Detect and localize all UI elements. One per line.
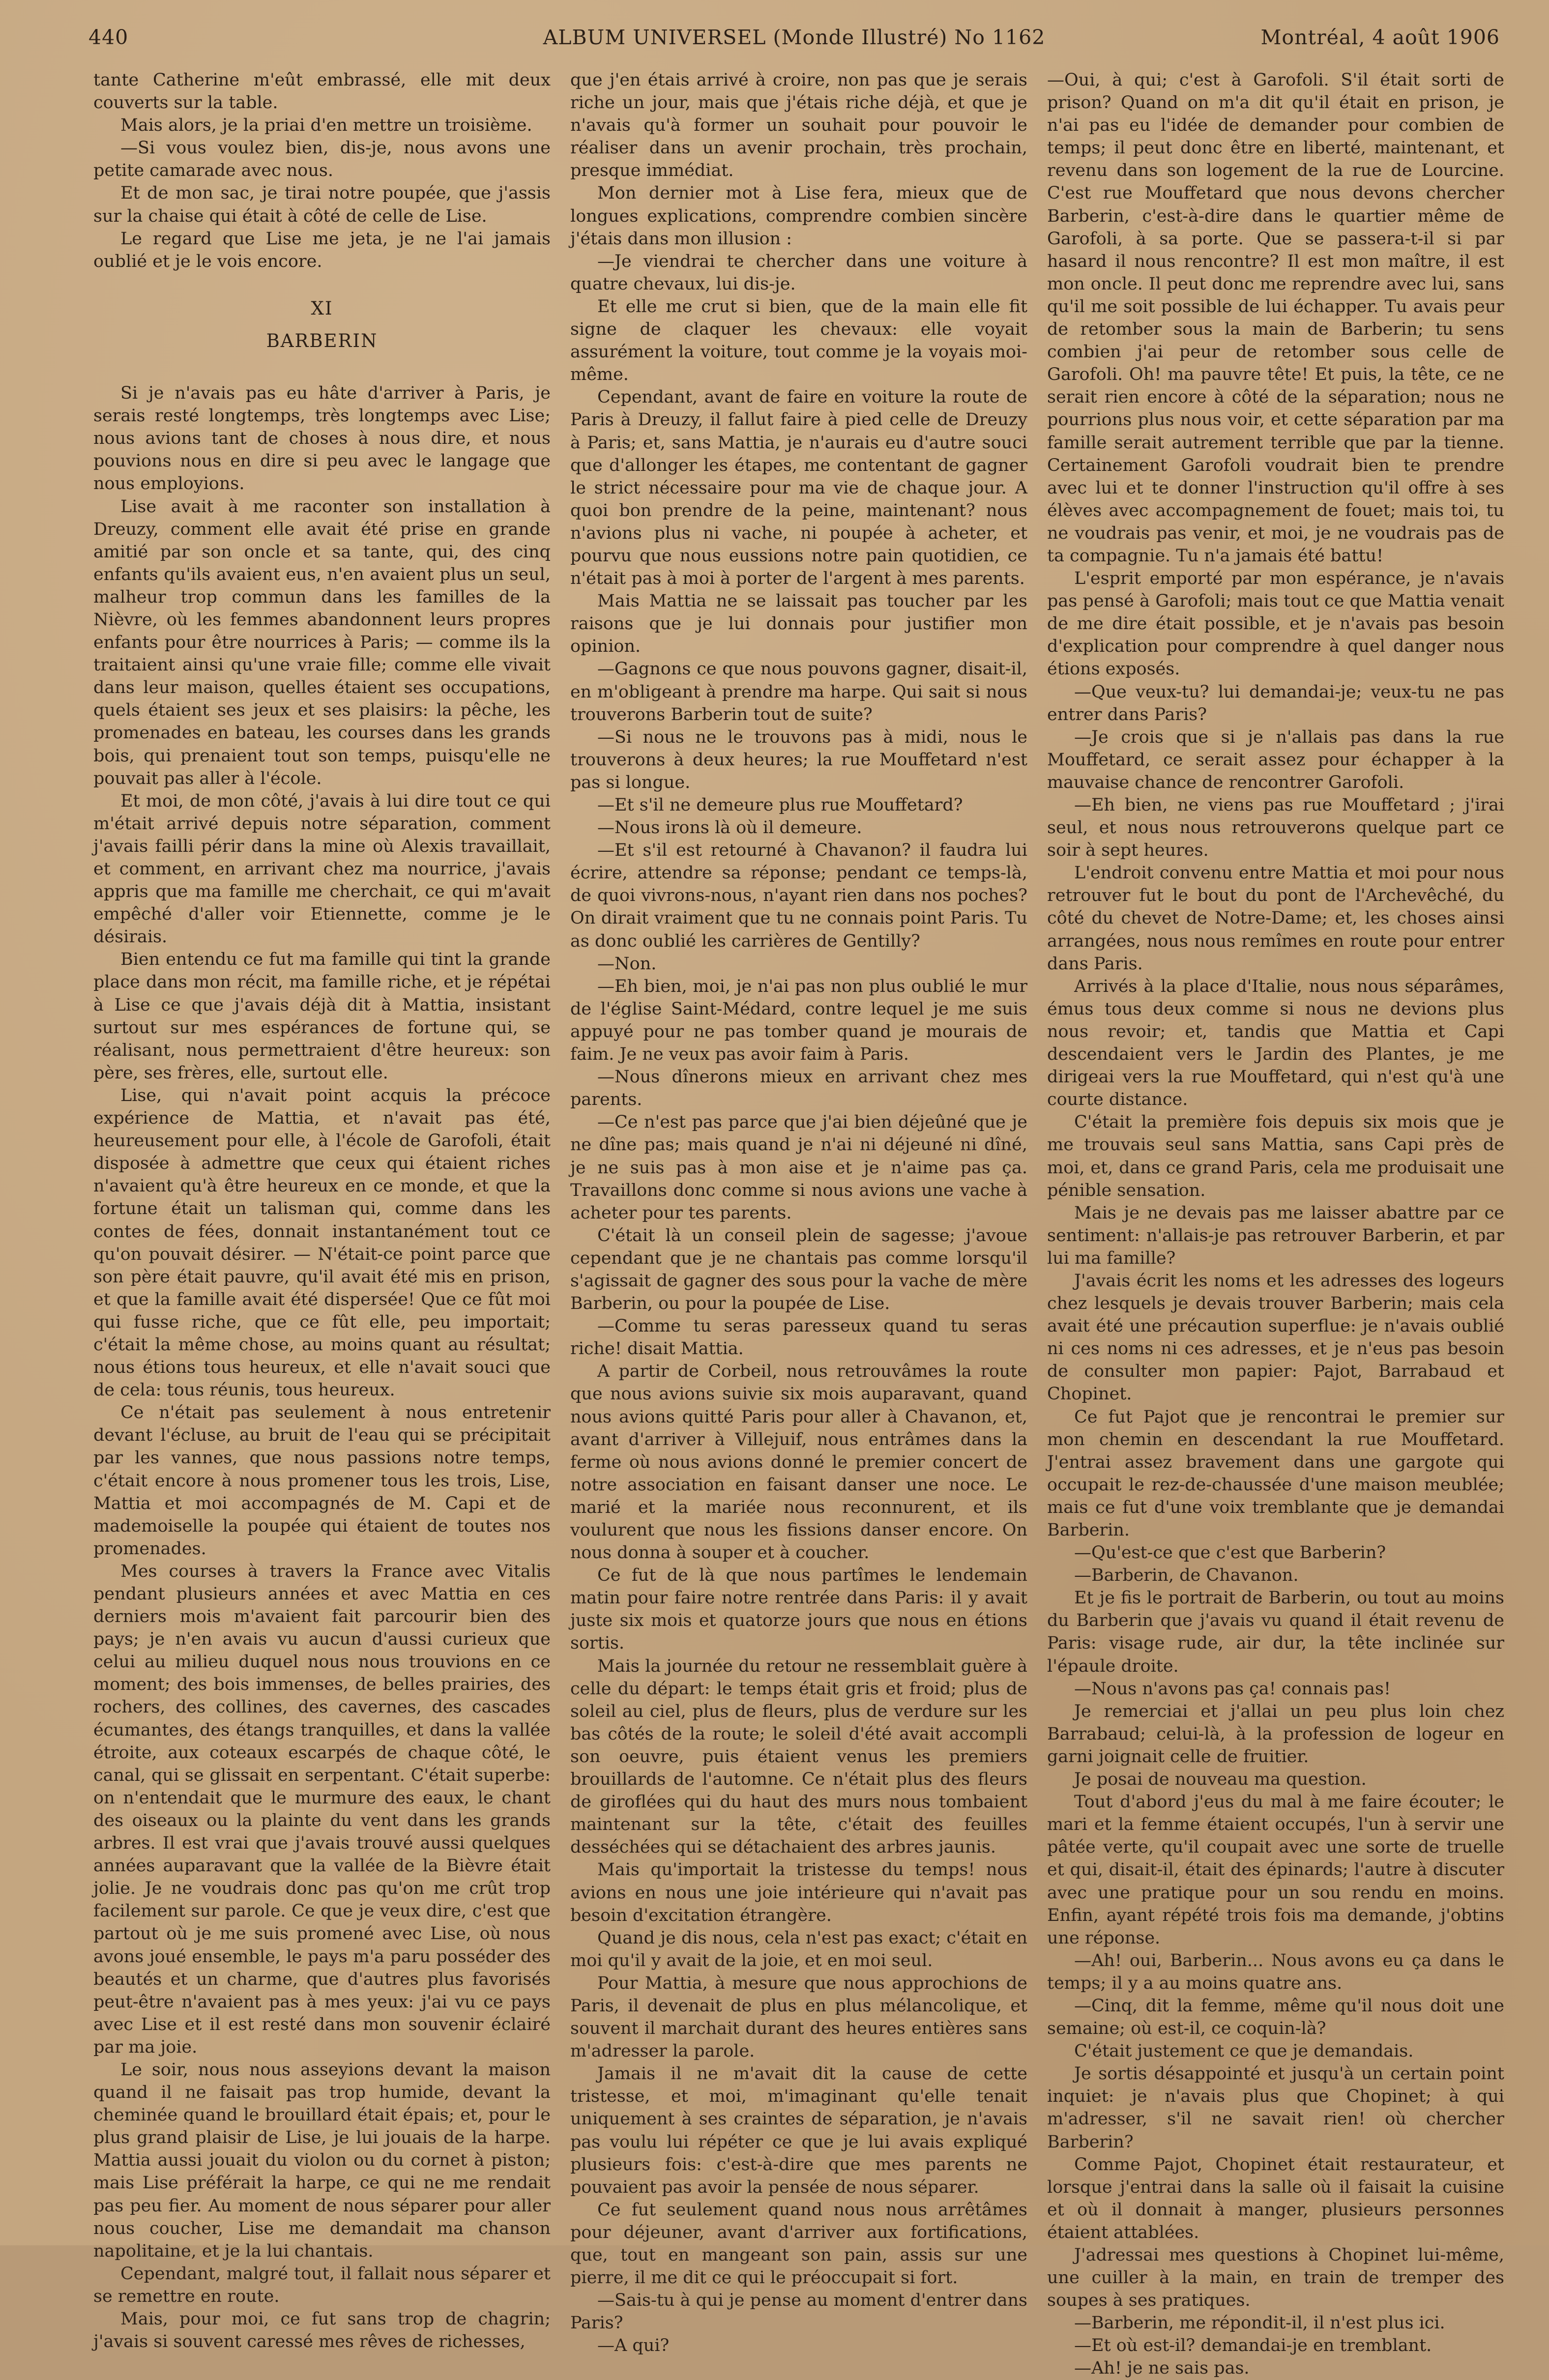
paragraph: —Sais-tu à qui je pense au moment d'entrer dans Paris?: [570, 2291, 1027, 2333]
paragraph: Et je fis le portrait de Barberin, ou tout au moins du Barberin que j'avais vu quand il était revenu de Paris: visage rude, air dur, la tête inclinée sur l'épaule droite.: [1047, 1588, 1504, 1676]
paragraph: Mais Mattia ne se laissait pas toucher par les raisons que je lui donnais pour justifier mon opinion.: [570, 591, 1027, 657]
paragraph: Mais la journée du retour ne ressemblait guère à celle du départ: le temps était gris et froid; plus de soleil au ciel, plus de fleurs, plus de verdure sur les bas côtés de la route; le soleil d'été avait accompli son oeuvre, puis étaient venus les premiers brouillards de l'automne. Ce n'était plus des fleurs de giroflées qui du haut des murs nous tombaient maintenant sur la tête, c'était des feuilles desséchées qui se détachaient des arbres jaunis.: [570, 1656, 1027, 1858]
paragraph: Cependant, malgré tout, il fallait nous séparer et se remettre en route.: [93, 2264, 551, 2306]
paragraph: —Comme tu seras paresseux quand tu seras riche! disait Mattia.: [570, 1316, 1027, 1359]
paragraph: —Et où est-il? demandai-je en tremblant.: [1074, 2336, 1432, 2356]
paragraph: —Oui, à qui; c'est à Garofoli. S'il était sorti de prison? Quand on m'a dit qu'il était en prison, je n'ai pas eu l'idée de demander pour combien de temps; il peut donc être en liberté, maintenant, et revenu dans son logement de la rue de Lourcine. C'est rue Mouffetard que nous devons chercher Barberin, c'est-à-dire dans le quartier même de Garofoli, à sa porte. Que se passera-t-il si par hasard il nous rencontre? Il est mon maître, il est mon oncle. Il peut donc me reprendre avec lui, sans qu'il me soit possible de lui échapper. Tu avais peur de retomber sous la main de Barberin; tu sens combien j'ai peur de retomber sous celle de Garofoli. Oh! ma pauvre tête! Et puis, la tête, ce ne serait rien encore à côté de la séparation; nous ne pourrions plus nous voir, et cette séparation par ma famille serait autrement terrible que par la tienne. Certainement Garofoli voudrait bien te prendre avec lui et te donner l'instruction qu'il offre à ses élèves avec accompagnement de fouet; mais toi, tu ne voudrais pas venir, et moi, je ne voudrais pas de ta compagnie. Tu n'a jamais été battu!: [1047, 70, 1504, 566]
paragraph: A partir de Corbeil, nous retrouvâmes la route que nous avions suivie six mois auparavant, quand nous avions quitté Paris pour aller à Chavanon, et, avant d'arriver à Villejuif, nous entrâmes dans la ferme où nous avions donné le premier concert de notre association en faisant danser une noce. Le marié et la mariée nous reconnurent, et ils voulurent que nous les fissions danser encore. On nous donna à souper et à coucher.: [570, 1362, 1027, 1563]
paragraph: —Gagnons ce que nous pouvons gagner, disait-il, en m'obligeant à prendre ma harpe. Qui sait si nous trouverons Barberin tout de suite?: [570, 659, 1027, 725]
paragraph: —Eh bien, ne viens pas rue Mouffetard ; j'irai seul, et nous nous retrouverons quelque part ce soir à sept heures.: [1047, 795, 1504, 861]
text-column-3: [1047, 69, 1504, 2379]
paragraph: C'était là un conseil plein de sagesse; j'avoue cependant que je ne chantais pas comme lorsqu'il s'agissait de gagner des sous pour la vache de mère Barberin, ou pour la poupée de Lise.: [570, 1225, 1027, 1314]
paragraph: —Nous n'avons pas ça! connais pas!: [1074, 1679, 1391, 1699]
column-1-after-chapter: [93, 382, 551, 2353]
paragraph: Quand je dis nous, cela n'est pas exact; c'était en moi qu'il y avait de la joie, et en moi seul.: [570, 1928, 1027, 1971]
paragraph: Ce n'était pas seulement à nous entretenir devant l'écluse, au bruit de l'eau qui se précipitait par les vannes, que nous passions notre temps, c'était encore à nous promener tous les trois, Lise, Mattia et moi accompagnés de M. Capi et de mademoiselle la poupée qui étaient de toutes nos promenades.: [93, 1403, 551, 1559]
issue-date: Montréal, 4 août 1906: [1260, 26, 1500, 49]
paragraph: Mon dernier mot à Lise fera, mieux que de longues explications, comprendre combien sincère j'étais dans mon illusion :: [570, 183, 1027, 249]
paragraph: —Que veux-tu? lui demandai-je; veux-tu ne pas entrer dans Paris?: [1047, 682, 1504, 725]
paragraph: —Ce n'est pas parce que j'ai bien déjeûné que je ne dîne pas; mais quand je n'ai ni déjeuné ni dîné, je ne suis pas à mon aise et je n'aime pas ça. Travaillons donc comme si nous avions une vache à acheter pour tes parents.: [570, 1112, 1027, 1223]
text-column-2: [570, 69, 1027, 2356]
paragraph: Et elle me crut si bien, que de la main elle fit signe de claquer les chevaux: elle voyait assurément la voiture, tout comme je la voyais moi-même.: [570, 296, 1027, 385]
paragraph: —Je viendrai te chercher dans une voiture à quatre chevaux, lui dis-je.: [570, 251, 1027, 294]
paragraph: J'avais écrit les noms et les adresses des logeurs chez lesquels je devais trouver Barberin; mais cela avait été une précaution superflue: je n'avais oublié ni ces noms ni ces adresses, et je n'eus pas besoin de consulter mon papier: Pajot, Barrabaud et Chopinet.: [1047, 1271, 1504, 1404]
paragraph: —Non.: [597, 954, 657, 974]
paragraph: —Nous irons là où il demeure.: [597, 818, 862, 838]
paragraph: —Qu'est-ce que c'est que Barberin?: [1074, 1543, 1386, 1563]
paragraph: Si je n'avais pas eu hâte d'arriver à Paris, je serais resté longtemps, très longtemps avec Lise; nous avions tant de choses à nous dire, et nous pouvions nous en dire si peu avec le langage que nous employions.: [93, 383, 551, 494]
paragraph: —Je crois que si je n'allais pas dans la rue Mouffetard, ce serait assez pour échapper à la mauvaise chance de rencontrer Garofoli.: [1047, 727, 1504, 792]
paragraph: C'était justement ce que je demandais.: [1074, 2041, 1414, 2061]
paragraph: Jamais il ne m'avait dit la cause de cette tristesse, et moi, m'imaginant qu'elle tenait uniquement à ses craintes de séparation, je n'avais pas voulu lui répéter ce que je lui avais expliqué plusieurs fois: c'est-à-dire que mes parents ne pouvaient pas avoir la pensée de nous séparer.: [570, 2064, 1027, 2197]
chapter-title: BARBERIN: [266, 330, 378, 351]
paragraph: —A qui?: [597, 2336, 670, 2356]
paragraph: C'était la première fois depuis six mois que je me trouvais seul sans Mattia, sans Capi près de moi, et, dans ce grand Paris, cela me produisait une pénible sensation.: [1047, 1112, 1504, 1200]
paragraph: Mais je ne devais pas me laisser abattre par ce sentiment: n'allais-je pas retrouver Barberin, et par lui ma famille?: [1047, 1203, 1504, 1268]
paragraph: Arrivés à la place d'Italie, nous nous séparâmes, émus tous deux comme si nous ne devions plus nous revoir; et, tandis que Mattia et Capi descendaient vers le Jardin des Plantes, je me dirigeai vers la rue Mouffetard, qui n'est qu'à une courte distance.: [1047, 976, 1504, 1110]
paragraph: Ce fut de là que nous partîmes le lendemain matin pour faire notre rentrée dans Paris: il y avait juste six mois et quatorze jours que nous en étions sortis.: [570, 1566, 1027, 1654]
page-number: 440: [88, 26, 129, 49]
paragraph: —Et s'il est retourné à Chavanon? il faudra lui écrire, attendre sa réponse; pendant ce temps-là, de quoi vivrons-nous, n'ayant rien dans nos poches? On dirait vraiment que tu ne connais point Paris. Tu as donc oublié les carrières de Gentilly?: [570, 841, 1027, 951]
paragraph: Ce fut seulement quand nous nous arrêtâmes pour déjeuner, avant d'arriver aux fortifications, que, tout en mangeant son pain, assis sur une pierre, il me dit ce qui le préoccupait si fort.: [570, 2200, 1027, 2288]
paragraph: Ce fut Pajot que je rencontrai le premier sur mon chemin en descendant la rue Mouffetard. J'entrai assez bravement dans une gargote qui occupait le rez-de-chaussée d'une maison meublée; mais ce fut d'une voix tremblante que je demandai Barberin.: [1047, 1407, 1504, 1540]
text-column-1: [93, 69, 551, 2352]
paragraph: L'esprit emporté par mon espérance, je n'avais pas pensé à Garofoli; mais tout ce que Mattia venait de me dire était possible, et je n'avais pas besoin d'explication pour comprendre à quel danger nous étions exposés.: [1047, 569, 1504, 679]
paragraph: —Cinq, dit la femme, même qu'il nous doit une semaine; où est-il, ce coquin-là?: [1047, 1996, 1504, 2039]
paragraph: Pour Mattia, à mesure que nous approchions de Paris, il devenait de plus en plus mélancolique, et souvent il marchait durant des heures entières sans m'adresser la parole.: [570, 1973, 1027, 2061]
publication-title: ALBUM UNIVERSEL (Monde Illustré) No 1162: [543, 26, 1046, 49]
column-1-before-chapter: [93, 69, 551, 273]
paragraph: —Si nous ne le trouvons pas à midi, nous le trouverons à deux heures; la rue Mouffetard n'est pas si longue.: [570, 727, 1027, 792]
paragraph: —Barberin, me répondit-il, il n'est plus ici.: [1074, 2313, 1445, 2333]
paragraph: —Eh bien, moi, je n'ai pas non plus oublié le mur de l'église Saint-Médard, contre lequel je me suis appuyé pour ne pas tomber quand je mourais de faim. Je ne veux pas avoir faim à Paris.: [570, 976, 1027, 1065]
paragraph: Et de mon sac, je tirai notre poupée, que j'assis sur la chaise qui était à côté de celle de Lise.: [93, 183, 551, 226]
paragraph: J'adressai mes questions à Chopinet lui-même, une cuiller à la main, en train de tremper des soupes à ses pratiques.: [1047, 2245, 1504, 2311]
paragraph: —Si vous voulez bien, dis-je, nous avons une petite camarade avec nous.: [93, 138, 551, 181]
paragraph: —Nous dînerons mieux en arrivant chez mes parents.: [570, 1067, 1027, 1110]
paragraph: —Barberin, de Chavanon.: [1074, 1566, 1299, 1586]
paragraph: Lise, qui n'avait point acquis la précoce expérience de Mattia, et n'avait pas été, heureusement pour elle, à l'école de Garofoli, était disposée à admettre que ceux qui étaient riches n'avaient qu'à être heureux en ce monde, et que la fortune était un talisman qui, comme dans les contes de fées, donnait instantanément tout ce qu'on pouvait désirer. — N'était-ce point parce que son père était pauvre, qu'il avait été mis en prison, et que la famille avait été dispersée! Que ce fût moi qui fusse riche, que ce fût elle, peu importait; c'était la même chose, au moins quant au résultat; nous étions tous heureux, et elle n'avait souci que de cela: tous réunis, tous heureux.: [93, 1085, 551, 1400]
page-header: [88, 26, 1500, 60]
paragraph: —Et s'il ne demeure plus rue Mouffetard?: [597, 795, 963, 815]
paragraph: Mais qu'importait la tristesse du temps! nous avions en nous une joie intérieure qui n'avait pas besoin d'excitation étrangère.: [570, 1860, 1027, 1925]
chapter-number: XI: [311, 297, 333, 319]
paragraph: Lise avait à me raconter son installation à Dreuzy, comment elle avait été prise en grande amitié par son oncle et sa tante, qui, des cinq enfants qu'ils avaient eus, n'en avaient plus un seul, malheur trop commun dans les familles de la Nièvre, où les femmes abandonnent leurs propres enfants pour être nourrices à Paris; — comme ils la traitaient ainsi qu'une vraie fille; comme elle vivait dans leur maison, quelles étaient ses occupations, quels étaient ses jeux et ses plaisirs: la pêche, les promenades en bateau, les courses dans les grands bois, qui prenaient tout son temps, puisqu'elle ne pouvait pas aller à l'école.: [93, 496, 551, 788]
paragraph: Je remerciai et j'allai un peu plus loin chez Barrabaud; celui-là, à la profession de logeur en garni joignait celle de fruitier.: [1047, 1701, 1504, 1767]
paragraph: tante Catherine m'eût embrassé, elle mit deux couverts sur la table.: [93, 70, 551, 113]
paragraph: que j'en étais arrivé à croire, non pas que je serais riche un jour, mais que j'étais riche déjà, et que je n'avais qu'à former un souhait pour pouvoir le réaliser dans un avenir prochain, très prochain, presque immédiat.: [570, 70, 1027, 181]
paragraph: Mais alors, je la priai d'en mettre un troisième.: [120, 116, 532, 136]
paragraph: Le soir, nous nous asseyions devant la maison quand il ne faisait pas trop humide, devant la cheminée quand le brouillard était épais; et, pour le plus grand plaisir de Lise, je lui jouais de la harpe. Mattia aussi jouait du violon ou du cornet à piston; mais Lise préférait la harpe, ce qui ne me rendait pas peu fier. Au moment de nous séparer pour aller nous coucher, Lise me demandait ma chanson napolitaine, et je la lui chantais.: [93, 2060, 551, 2261]
paragraph: Je posai de nouveau ma question.: [1074, 1770, 1367, 1790]
paragraph: Comme Pajot, Chopinet était restaurateur, et lorsque j'entrai dans la salle où il faisait la cuisine et où il donnait à manger, plusieurs personnes étaient attablées.: [1047, 2154, 1504, 2242]
paragraph: Bien entendu ce fut ma famille qui tint la grande place dans mon récit, ma famille riche, et je répétai à Lise ce que j'avais déjà dit à Mattia, insistant surtout sur mes espérances de fortune qui, se réalisant, nous permettraient d'être heureux: son père, ses frères, elle, surtout elle.: [93, 950, 551, 1083]
paragraph: Je sortis désappointé et jusqu'à un certain point inquiet: je n'avais plus que Chopinet; à qui m'adresser, s'il ne savait rien! où chercher Barberin?: [1047, 2064, 1504, 2152]
paragraph: Tout d'abord j'eus du mal à me faire écouter; le mari et la femme étaient occupés, l'un à servir une pâtée verte, qu'il coupait avec une sorte de truelle et qui, disait-il, était des épinards; l'autre à discuter avec une pratique pour un sou rendu en moins. Enfin, ayant répété trois fois ma demande, j'obtins une réponse.: [1047, 1792, 1504, 1948]
paragraph: L'endroit convenu entre Mattia et moi pour nous retrouver fut le bout du pont de l'Archevêché, du côté du chevet de Notre-Dame; et, les choses ainsi arrangées, nous nous remîmes en route pour entrer dans Paris.: [1047, 863, 1504, 974]
paragraph: —Ah! je ne sais pas.: [1074, 2358, 1250, 2379]
paragraph: Mes courses à travers la France avec Vitalis pendant plusieurs années et avec Mattia en ces derniers mois m'avaient fait parcourir bien des pays; je n'en avais vu aucun d'aussi curieux que celui au milieu duquel nous nous trouvions en ce moment; des bois immenses, de belles prairies, des rochers, des collines, des cavernes, des cascades écumantes, des étangs tranquilles, et dans la vallée étroite, aux coteaux escarpés de chaque côté, le canal, qui se glissait en serpentant. C'était superbe: on n'entendait que le murmure des eaux, le chant des oiseaux ou la plainte du vent dans les grands arbres. Il est vrai que j'avais trouvé aussi quelques années auparavant que la vallée de la Bièvre était jolie. Je ne voudrais donc pas qu'on me crût trop facilement sur parole. Ce que je veux dire, c'est que partout où je me suis promené avec Lise, où nous avons joué ensemble, le pays m'a paru posséder des beautés et un charme, que d'autres plus favorisés peut-être n'avaient pas à mes yeux: j'ai vu ce pays avec Lise et il est resté dans mon souvenir éclairé par ma joie.: [93, 1561, 551, 2057]
paragraph: Et moi, de mon côté, j'avais à lui dire tout ce qui m'était arrivé depuis notre séparation, comment j'avais failli périr dans la mine où Alexis travaillait, et comment, en arrivant chez ma nourrice, j'avais appris que ma famille me cherchait, ce qui m'avait empêché d'aller voir Etiennette, comme je le désirais.: [93, 791, 551, 947]
paragraph: Le regard que Lise me jeta, je ne l'ai jamais oublié et je le vois encore.: [93, 229, 551, 271]
paragraph: Cependant, avant de faire en voiture la route de Paris à Dreuzy, il fallut faire à pied celle de Dreuzy à Paris; et, sans Mattia, je n'aurais eu d'autre souci que d'allonger les étapes, me contentant de gagner le strict nécessaire pour ma vie de chaque jour. A quoi bon prendre de la peine, maintenant? nous n'avions plus ni vache, ni poupée à acheter, et pourvu que nous eussions notre pain quotidien, ce n'était pas à moi à porter de l'argent à mes parents.: [570, 387, 1027, 589]
paragraph: —Ah! oui, Barberin... Nous avons eu ça dans le temps; il y a au moins quatre ans.: [1047, 1950, 1504, 1993]
paragraph: Mais, pour moi, ce fut sans trop de chagrin; j'avais si souvent caressé mes rêves de richesses,: [93, 2309, 551, 2352]
